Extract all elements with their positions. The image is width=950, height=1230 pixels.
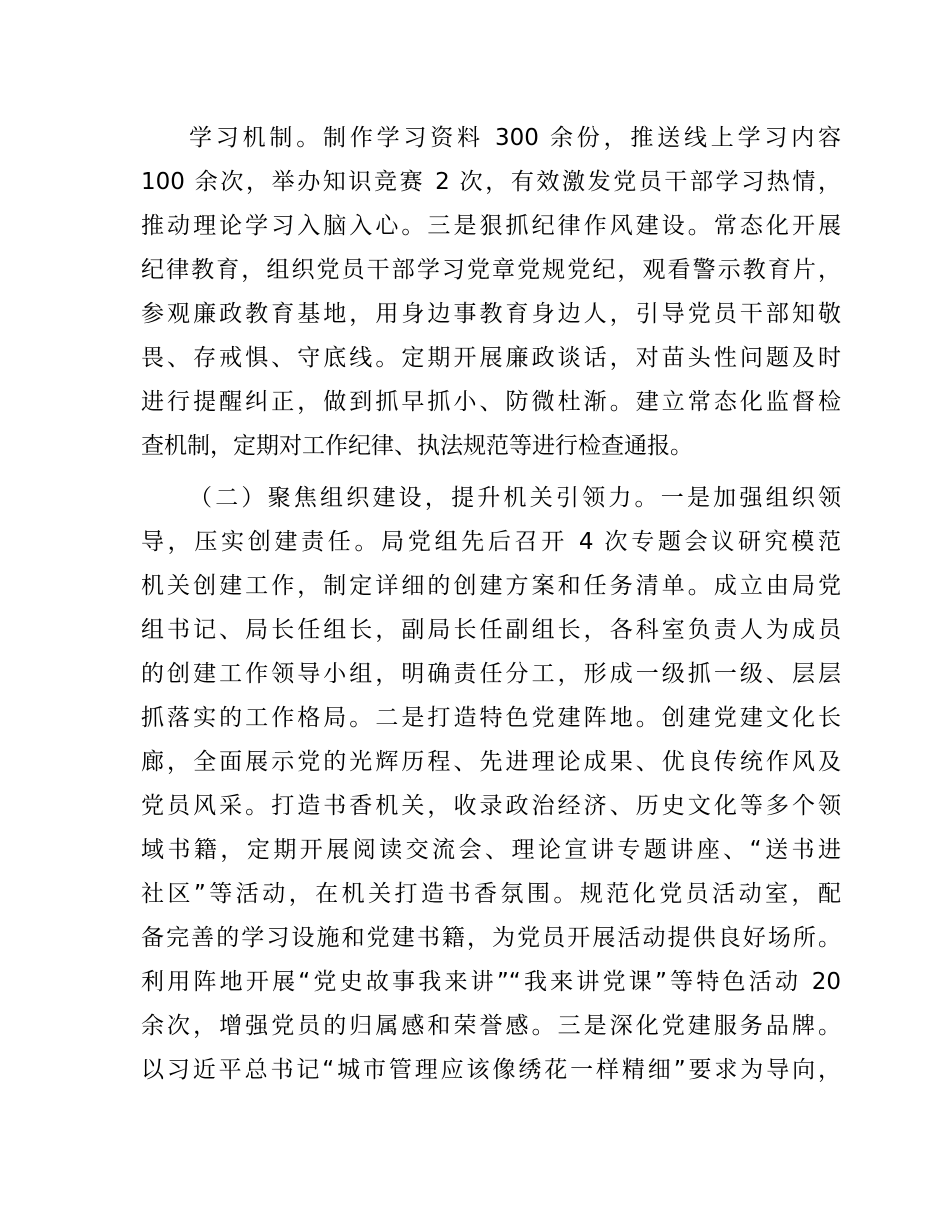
text-line-12: 组书记、局长任组长，副局长任副组长，各科室负责人为成员: [141, 617, 841, 643]
text-line-11: 机关创建工作，制定详细的创建方案和任务清单。成立由局党: [141, 573, 841, 599]
text-line-4: 纪律教育，组织党员干部学习党章党规党纪，观看警示教育片，: [141, 257, 841, 283]
text-line-10: 导，压实创建责任。局党组先后召开 4 次专题会议研究模范: [141, 529, 841, 555]
text-line-1: 学习机制。制作学习资料 300 余份，推送线上学习内容: [189, 125, 841, 151]
text-line-15: 廊，全面展示党的光辉历程、先进理论成果、优良传统作风及: [141, 749, 841, 775]
text-line-21: 余次，增强党员的归属感和荣誉感。三是深化党建服务品牌。: [141, 1013, 841, 1039]
text-line-14: 抓落实的工作格局。二是打造特色党建阵地。创建党建文化长: [141, 705, 841, 731]
text-line-17: 域书籍，定期开展阅读交流会、理论宣讲专题讲座、“送书进: [141, 837, 841, 863]
text-line-22: 以习近平总书记“城市管理应该像绣花一样精细”要求为导向，: [141, 1057, 841, 1083]
text-line-16: 党员风采。打造书香机关，收录政治经济、历史文化等多个领: [141, 793, 841, 819]
text-line-6: 畏、存戒惧、守底线。定期开展廉政谈话，对苗头性问题及时: [141, 345, 841, 371]
text-line-8: 查机制，定期对工作纪律、执法规范等进行检查通报。: [141, 433, 693, 459]
text-line-13: 的创建工作领导小组，明确责任分工，形成一级抓一级、层层: [141, 661, 841, 687]
text-line-20: 利用阵地开展“党史故事我来讲”“我来讲党课”等特色活动 20: [141, 969, 841, 995]
text-line-18: 社区”等活动，在机关打造书香氛围。规范化党员活动室，配: [141, 881, 841, 907]
section-heading-line: （二）聚焦组织建设，提升机关引领力。一是加强组织领: [189, 485, 841, 511]
text-line-3: 推动理论学习入脑入心。三是狠抓纪律作风建设。常态化开展: [141, 213, 841, 239]
text-line-7: 进行提醒纠正，做到抓早抓小、防微杜渐。建立常态化监督检: [141, 389, 841, 415]
text-line-5: 参观廉政教育基地，用身边事教育身边人，引导党员干部知敬: [141, 301, 841, 327]
text-line-19: 备完善的学习设施和党建书籍，为党员开展活动提供良好场所。: [141, 925, 841, 951]
text-line-2: 100 余次，举办知识竞赛 2 次，有效激发党员干部学习热情，: [141, 169, 841, 195]
